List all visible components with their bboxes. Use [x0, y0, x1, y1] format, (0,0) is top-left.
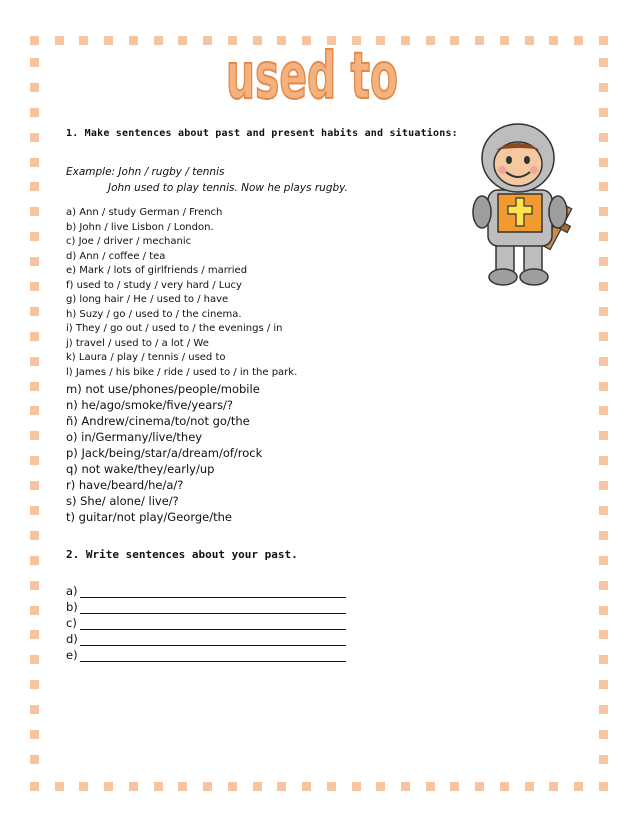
border-square — [599, 108, 608, 117]
border-square — [302, 782, 311, 791]
exercise-item: q) not wake/they/early/up — [66, 462, 215, 476]
border-square — [104, 782, 113, 791]
border-square — [228, 782, 237, 791]
answer-row — [66, 614, 466, 630]
border-square — [55, 36, 64, 45]
exercise-item: k) Laura / play / tennis / used to — [66, 352, 226, 363]
border-square — [599, 232, 608, 241]
border-square — [599, 782, 608, 791]
exercise-item: o) in/Germany/live/they — [66, 430, 203, 444]
exercise-item: n) he/ago/smoke/five/years/? — [66, 398, 233, 412]
border-square — [599, 282, 608, 291]
answer-blank-line[interactable] — [80, 586, 346, 598]
border-square — [599, 133, 608, 142]
border-square — [426, 782, 435, 791]
knight-icon — [466, 120, 576, 290]
exercise-item: c) Joe / driver / mechanic — [66, 236, 192, 247]
border-square — [599, 506, 608, 515]
border-square — [599, 755, 608, 764]
answer-row — [66, 598, 466, 614]
section2-heading: 2. Write sentences about your past. — [66, 548, 298, 561]
border-square — [599, 705, 608, 714]
border-square — [549, 782, 558, 791]
answer-label: c) — [66, 616, 77, 630]
border-square — [30, 680, 39, 689]
border-square — [500, 782, 509, 791]
border-square — [327, 782, 336, 791]
page-title-text: used to — [226, 40, 398, 114]
border-square — [79, 36, 88, 45]
border-square — [599, 207, 608, 216]
border-square — [30, 382, 39, 391]
border-square — [352, 782, 361, 791]
border-square — [30, 83, 39, 92]
answer-blank-line[interactable] — [80, 602, 346, 614]
border-square — [599, 83, 608, 92]
exercise-item: b) John / live Lisbon / London. — [66, 221, 214, 233]
border-square — [599, 382, 608, 391]
exercise-item: f) used to / study / very hard / Lucy — [66, 279, 242, 291]
border-square — [525, 36, 534, 45]
exercise-item: l) James / his bike / ride / used to / in the park. — [66, 366, 298, 378]
exercise-item: i) They / go out / used to / the evenings / in — [66, 323, 283, 334]
border-square — [401, 782, 410, 791]
border-square — [30, 730, 39, 739]
answer-blank-line[interactable] — [80, 650, 346, 662]
border-square — [30, 456, 39, 465]
border-square — [525, 782, 534, 791]
border-square — [30, 133, 39, 142]
border-square — [30, 606, 39, 615]
border-square — [500, 36, 509, 45]
exercise-item: d) Ann / coffee / tea — [66, 250, 166, 262]
answer-label: b) — [66, 600, 78, 614]
border-square — [574, 782, 583, 791]
exercise-item: t) guitar/not play/George/the — [66, 510, 232, 524]
border-square — [450, 36, 459, 45]
answer-row — [66, 630, 466, 646]
border-square — [30, 36, 39, 45]
border-square — [30, 207, 39, 216]
border-square — [129, 782, 138, 791]
border-left — [30, 58, 39, 764]
border-square — [203, 782, 212, 791]
border-square — [426, 36, 435, 45]
border-square — [376, 782, 385, 791]
border-square — [178, 782, 187, 791]
section1-heading: 1. Make sentences about past and present habits and situations: — [66, 128, 458, 139]
answer-label: e) — [66, 648, 78, 662]
answer-lines — [66, 582, 466, 662]
border-square — [30, 406, 39, 415]
border-square — [599, 36, 608, 45]
border-square — [549, 36, 558, 45]
border-square — [253, 782, 262, 791]
border-square — [401, 36, 410, 45]
border-square — [599, 357, 608, 366]
border-square — [30, 282, 39, 291]
border-square — [475, 782, 484, 791]
exercise-item: s) She/ alone/ live/? — [66, 494, 179, 508]
example-block — [66, 164, 466, 196]
border-square — [599, 307, 608, 316]
border-square — [574, 36, 583, 45]
border-square — [30, 232, 39, 241]
exercise-list-small — [66, 206, 466, 380]
border-square — [30, 357, 39, 366]
exercise-item: m) not use/phones/people/mobile — [66, 382, 260, 396]
exercise-item: h) Suzy / go / used to / the cinema. — [66, 308, 242, 320]
border-square — [30, 531, 39, 540]
border-square — [599, 257, 608, 266]
border-square — [599, 531, 608, 540]
border-square — [30, 506, 39, 515]
border-square — [450, 782, 459, 791]
border-square — [30, 158, 39, 167]
border-right — [599, 58, 608, 764]
border-square — [30, 630, 39, 639]
border-square — [79, 782, 88, 791]
border-bottom — [30, 782, 608, 791]
answer-blank-line[interactable] — [80, 618, 346, 630]
border-square — [599, 158, 608, 167]
border-square — [178, 36, 187, 45]
border-square — [599, 680, 608, 689]
exercise-item: ñ) Andrew/cinema/to/not go/the — [66, 414, 250, 428]
border-square — [30, 108, 39, 117]
border-square — [30, 755, 39, 764]
border-square — [154, 782, 163, 791]
border-square — [30, 556, 39, 565]
answer-row — [66, 646, 466, 662]
border-square — [30, 182, 39, 191]
border-square — [30, 257, 39, 266]
border-square — [475, 36, 484, 45]
border-square — [30, 332, 39, 341]
border-square — [30, 655, 39, 664]
border-square — [30, 705, 39, 714]
border-square — [599, 655, 608, 664]
page-title — [222, 36, 402, 112]
border-square — [599, 606, 608, 615]
border-square — [599, 581, 608, 590]
border-square — [203, 36, 212, 45]
border-square — [599, 58, 608, 67]
exercise-item: r) have/beard/he/a/? — [66, 478, 184, 492]
example-answer: John used to play tennis. Now he plays rugby. — [108, 182, 348, 194]
exercise-item: g) long hair / He / used to / have — [66, 294, 229, 305]
exercise-item: a) Ann / study German / French — [66, 207, 223, 218]
border-square — [30, 307, 39, 316]
border-square — [30, 431, 39, 440]
border-square — [129, 36, 138, 45]
answer-blank-line[interactable] — [80, 634, 346, 646]
border-square — [599, 630, 608, 639]
border-square — [30, 481, 39, 490]
border-square — [599, 431, 608, 440]
border-square — [55, 782, 64, 791]
border-square — [599, 332, 608, 341]
answer-row — [66, 582, 466, 598]
border-square — [599, 481, 608, 490]
exercise-item: p) Jack/being/star/a/dream/of/rock — [66, 446, 263, 460]
border-square — [599, 182, 608, 191]
border-square — [599, 556, 608, 565]
border-square — [104, 36, 113, 45]
border-square — [154, 36, 163, 45]
border-square — [30, 581, 39, 590]
border-square — [30, 58, 39, 67]
exercise-list-large — [66, 381, 466, 525]
border-square — [30, 782, 39, 791]
border-square — [599, 406, 608, 415]
exercise-item: j) travel / used to / a lot / We — [66, 337, 209, 349]
border-square — [599, 456, 608, 465]
example-label: Example: John / rugby / tennis — [66, 166, 225, 178]
border-square — [599, 730, 608, 739]
exercise-item: e) Mark / lots of girlfriends / married — [66, 265, 248, 276]
answer-label: a) — [66, 584, 78, 598]
worksheet-content — [66, 128, 466, 662]
answer-label: d) — [66, 632, 78, 646]
border-square — [277, 782, 286, 791]
